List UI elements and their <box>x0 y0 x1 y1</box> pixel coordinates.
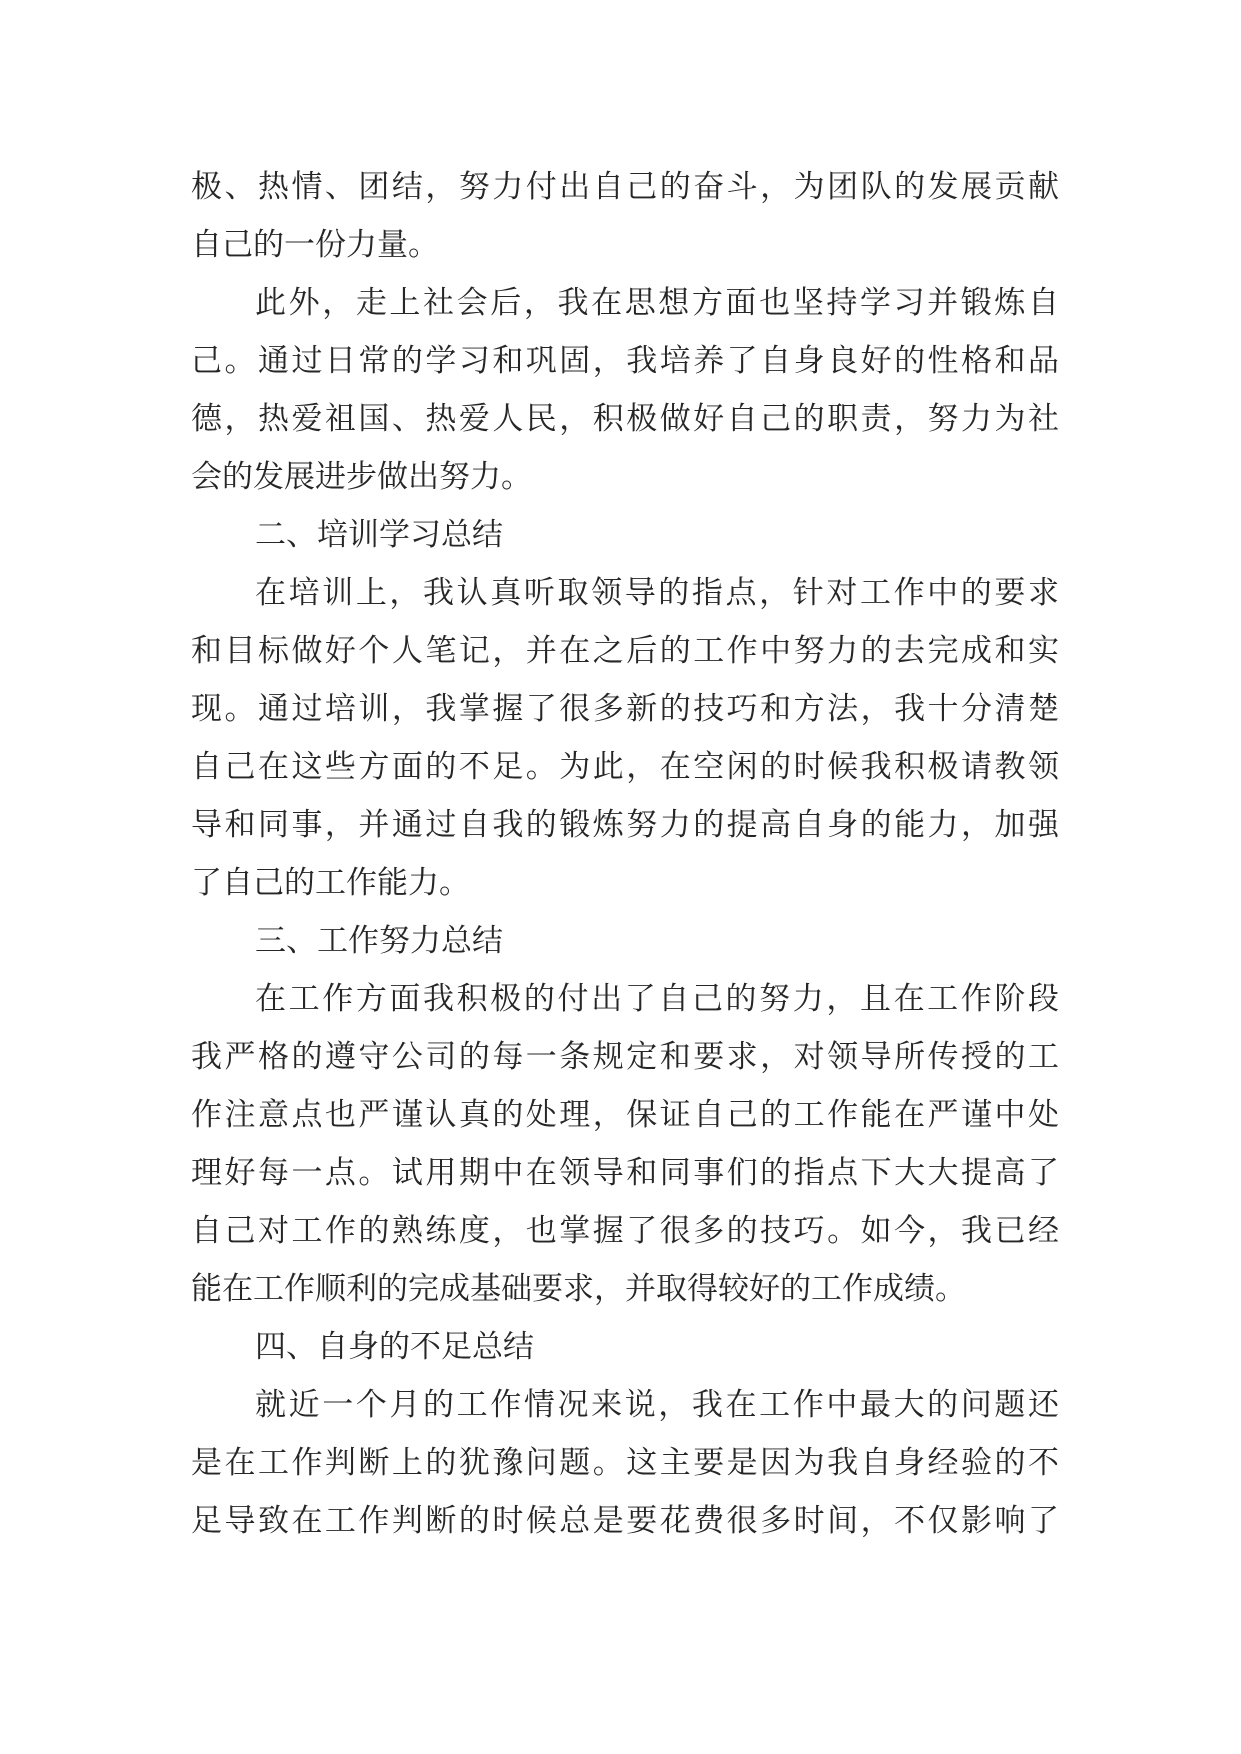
text-line: 导和同事，并通过自我的锻炼努力的提高自身的能力，加强 <box>191 807 1059 843</box>
text-line: 自己在这些方面的不足。为此，在空闲的时候我积极请教领 <box>191 749 1059 785</box>
text-line: 就近一个月的工作情况来说，我在工作中最大的问题还 <box>255 1387 1059 1423</box>
text-line: 自己的一份力量。 <box>191 227 439 263</box>
section-heading: 二、培训学习总结 <box>255 517 503 553</box>
text-line: 是在工作判断上的犹豫问题。这主要是因为我自身经验的不 <box>191 1445 1059 1481</box>
text-line: 能在工作顺利的完成基础要求，并取得较好的工作成绩。 <box>191 1271 966 1307</box>
text-line: 自己对工作的熟练度，也掌握了很多的技巧。如今，我已经 <box>191 1213 1059 1249</box>
text-line: 德，热爱祖国、热爱人民，积极做好自己的职责，努力为社 <box>191 401 1059 437</box>
text-line: 会的发展进步做出努力。 <box>191 459 532 495</box>
text-line: 此外，走上社会后，我在思想方面也坚持学习并锻炼自 <box>255 285 1059 321</box>
text-line: 极、热情、团结，努力付出自己的奋斗，为团队的发展贡献 <box>191 169 1059 205</box>
section-heading: 三、工作努力总结 <box>255 923 503 959</box>
text-line: 己。通过日常的学习和巩固，我培养了自身良好的性格和品 <box>191 343 1059 379</box>
text-line: 作注意点也严谨认真的处理，保证自己的工作能在严谨中处 <box>191 1097 1059 1133</box>
text-line: 在工作方面我积极的付出了自己的努力，且在工作阶段 <box>255 981 1059 1017</box>
text-line: 足导致在工作判断的时候总是要花费很多时间，不仅影响了 <box>191 1503 1059 1539</box>
text-line: 在培训上，我认真听取领导的指点，针对工作中的要求 <box>255 575 1059 611</box>
text-line: 现。通过培训，我掌握了很多新的技巧和方法，我十分清楚 <box>191 691 1059 727</box>
text-line: 我严格的遵守公司的每一条规定和要求，对领导所传授的工 <box>191 1039 1059 1075</box>
text-line: 了自己的工作能力。 <box>191 865 470 901</box>
text-line: 理好每一点。试用期中在领导和同事们的指点下大大提高了 <box>191 1155 1059 1191</box>
text-line: 和目标做好个人笔记，并在之后的工作中努力的去完成和实 <box>191 633 1059 669</box>
document-body <box>191 158 1059 1550</box>
section-heading: 四、自身的不足总结 <box>255 1329 534 1365</box>
